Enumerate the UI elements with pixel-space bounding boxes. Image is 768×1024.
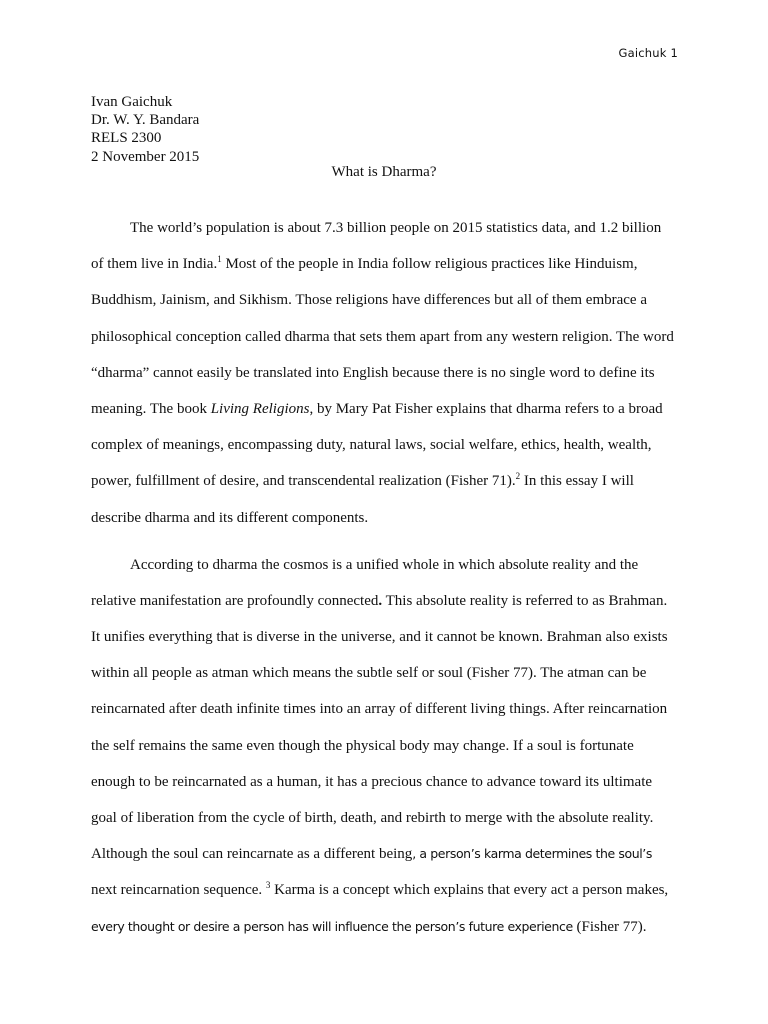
text-span: Karma is a concept which explains that every act a person makes,: [270, 882, 669, 899]
essay-date: 2 November 2015: [91, 148, 200, 165]
footnote-ref: 2: [515, 471, 521, 482]
text-span: Buddhism, Jainism, and Sikhism. Those religions have differences but all of them embrace a: [91, 292, 647, 309]
text-span: It unifies everything that is diverse in the universe, and it cannot be known. Brahman also exists: [91, 629, 668, 646]
body-line: [91, 872, 671, 908]
text-span: According to dharma the cosmos is a unified whole in which absolute reality and the: [130, 556, 639, 573]
body-line: [91, 427, 671, 463]
body-line: [91, 282, 671, 318]
body-line: [91, 391, 671, 427]
body-line: [91, 583, 671, 619]
footnote-ref: 1: [217, 254, 222, 265]
text-span: within all people as atman which means the subtle self or soul (Fisher 77). The atman can be: [91, 665, 647, 682]
text-span: “dharma” cannot easily be translated into English because there is no single word to define its: [91, 364, 655, 381]
text-span: goal of liberation from the cycle of birth, death, and rebirth to merge with the absolute reality.: [91, 810, 654, 826]
text-span: reincarnated after death infinite times into an array of different living things. After reincarnation: [91, 701, 668, 718]
essay-title: What is Dharma?: [331, 164, 437, 180]
book-title: Living Religions: [210, 400, 310, 417]
body-line: [91, 619, 671, 655]
text-span: describe dharma and its different components.: [91, 509, 369, 526]
paragraph-1: [91, 210, 674, 536]
text-span: philosophical conception called dharma that sets them apart from any western religion. The word: [91, 328, 674, 345]
text-span: This absolute reality is referred to as Brahman.: [382, 592, 668, 609]
body-line: [91, 210, 671, 246]
text-span: every thought or desire a person has will influence the person’s future experience: [91, 918, 573, 934]
body-line: [91, 655, 671, 691]
text-span: complex of meanings, encompassing duty, natural laws, social welfare, ethics, health, wealth,: [91, 437, 652, 454]
text-span: the self remains the same even though the physical body may change. If a soul is fortunate: [91, 737, 634, 754]
running-head: Gaichuk 1: [618, 46, 678, 60]
body-line: [91, 463, 671, 499]
text-span: next reincarnation sequence.: [91, 882, 266, 899]
body-line: [91, 836, 671, 872]
text-span: (Fisher 77).: [572, 918, 647, 935]
body-line: [91, 909, 671, 945]
text-span: , a person’s karma determines the soul’s: [412, 846, 652, 862]
text-span: Although the soul can reincarnate as a different being: [91, 846, 413, 863]
bold-period: .: [378, 592, 383, 609]
body-line: [91, 691, 671, 727]
body-line: [91, 547, 671, 583]
heading-block: [91, 93, 199, 166]
text-span: meaning. The book: [91, 400, 211, 417]
body-line: [91, 319, 674, 355]
text-span: of them live in India.: [91, 256, 218, 273]
body-line: [91, 355, 671, 391]
body-line: [91, 500, 671, 536]
body-line: [91, 764, 671, 800]
footnote-ref: 3: [265, 880, 271, 891]
instructor-name: Dr. W. Y. Bandara: [91, 112, 200, 129]
text-span: power, fulfillment of desire, and transcendental realization (Fisher 71).: [91, 473, 516, 490]
body-line: [91, 246, 671, 282]
author-name: Ivan Gaichuk: [91, 94, 173, 110]
essay-body: [91, 210, 674, 945]
body-line: [91, 728, 671, 764]
text-span: enough to be reincarnated as a human, it has a precious chance to advance toward its ultimate: [91, 773, 653, 790]
text-span: The world’s population is about 7.3 billion people on 2015 statistics data, and 1.2 billion: [130, 220, 662, 236]
text-span: , by Mary Pat Fisher explains that dharma refers to a broad: [309, 400, 663, 417]
body-line: [91, 800, 671, 836]
course-code: RELS 2300: [91, 130, 162, 147]
text-span: Most of the people in India follow religious practices like Hinduism,: [221, 256, 638, 273]
text-span: In this essay I will: [520, 473, 634, 490]
text-span: relative manifestation are profoundly connected: [91, 592, 379, 609]
paragraph-2: [91, 547, 671, 945]
